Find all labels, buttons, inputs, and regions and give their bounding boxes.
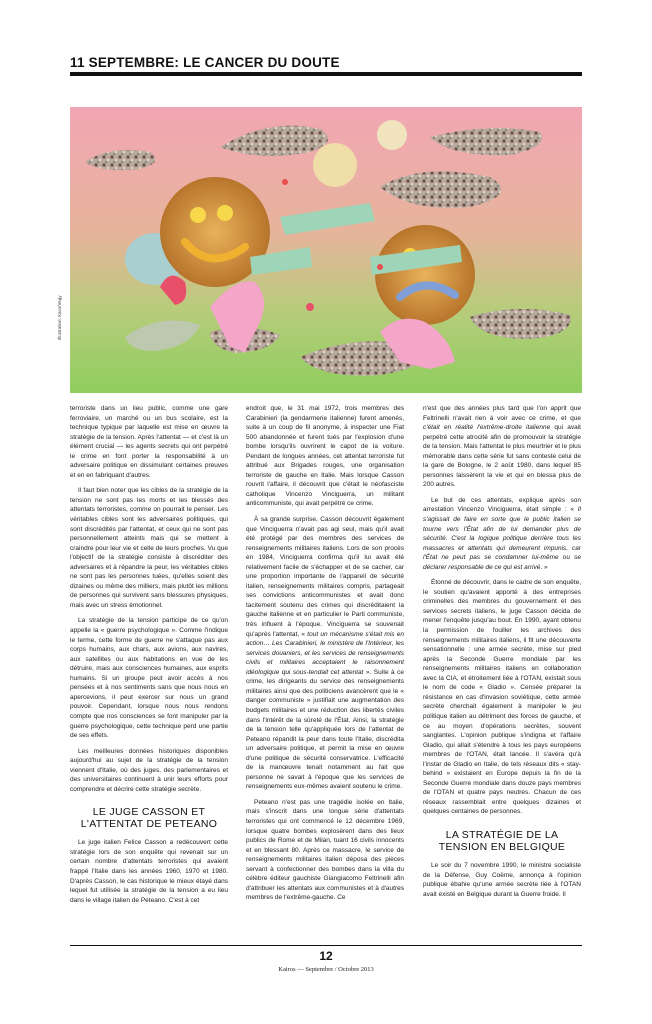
paragraph: terroriste dans un lieu public, comme une gare ferroviaire, un marché ou un bus scolaire, est la technique typique par laquelle est mise en œuvre la stratégie de la tension. Après l'attentat — et c'est là un élément crucial — les agents secrets qui ont perpétré le crime en font porter la responsabilité à un adversaire politique en dissimulant certaines preuves et en en fabriquant d'autres. — [70, 405, 228, 479]
article-column-3 — [423, 404, 581, 905]
paragraph-text: qui avait perpétré cette atrocité afin de promouvoir la stratégie de la tension. Mais l'attentat le plus meurtrier et le plus mémorable dans cette série fut sans conteste celui de la gare de Bologne, le 2 août 1980, dans lequel 85 personnes laissèrent la vie et qui en blessa plus de 200 autres. — [423, 424, 581, 489]
pale-moon-1 — [313, 143, 357, 187]
paragraph: Étonné de découvrir, dans le cadre de son enquête, le soutien qu'avaient apporté à des entreprises criminelles des membres du gouvernement et des services secrets italiens, le juge Casson décida de mener l'enquête jusqu'au bout. En 1990, ayant obtenu la permission de fouiller les archives des renseignements militaires italiens, il fit une découverte sensationnelle : une armée secrète, mise sur pied après la Seconde Guerre mondiale par les renseignements militaires italiens en collaboration avec la CIA, et étroitement liée à l'OTAN, existait sous le nom de code « Gladio ». Censée préparer la résistance en cas d'invasion soviétique, cette armée secrète cherchait également à manipuler le jeu politique italien au détriment des forces de gauche, et ce au moyen d'opérations secrètes, souvent sanglantes. L'opinion publique s'indigna et l'affaire Gladio, qui allait s'étendre à tous les pays européens membres de l'OTAN, était lancée. Il s'avéra qu'à l'instar de Gladio en Italie, de tels réseaux dits « stay-behind » existaient en Europe depuis la fin de la Seconde Guerre mondiale dans douze pays membres de l'OTAN et quatre pays neutres. Chacun de ces réseaux rassemblait entre quelques dizaines et quelques centaines de personnes. — [423, 579, 581, 816]
section-heading-belgique: LA STRATÉGIE DE LA TENSION EN BELGIQUE — [438, 828, 566, 853]
paragraph: Le juge italien Felice Casson a redécouvert cette stratégie lors de son enquête qui revenait sur un certain nombre d'attentats terroristes qui avaient frappé l'Italie dans les années 1960, 1970 et 1980. D'après Casson, le cas historique le mieux étayé dans lequel fut utilisée la stratégie de la tension a eu lieu dans le village italien de Peteano. C'est à cet — [70, 839, 228, 904]
paragraph — [423, 404, 581, 490]
quote-vinciguerra-2: Il s'agissait de faire en sorte que le public italien se tourne vers l'État afin de lui demander plus de sécurité. C'est la logique politique derrière tous les massacres et attentats qui demeurent impunis, car l'État ne peut pas se condamner lui-même ou se déclarer responsable de ce qui est arrivé — [423, 506, 581, 571]
article-column-2 — [246, 404, 404, 909]
paragraph-text: À sa grande surprise, Casson découvrit également que Vinciguerra n'avait pas agi seul, mais qu'il avait été protégé par des membres des services de renseignements militaires italiens. Lors de son procès en 1984, Vinciguerra confirma qu'il lui avait été relativement facile de s'échapper et de se cacher, car une proportion importante de l'appareil de sécurité italien, renseignements militaires compris, partageait ses convictions anticommunistes et avait donc tacitement soutenu des crimes qui discréditaient la gauche italienne et en particulier le Parti communiste, très influent à l'époque. Vinciguerra se souvenait qu'après l'attentat, « — [246, 516, 404, 638]
illustration-credit: Illustration: Kaos/Vegy — [57, 295, 62, 340]
article-illustration — [70, 107, 582, 393]
publication-info: Kairos — Septembre / Octobre 2013 — [278, 966, 374, 973]
paragraph: Il faut bien noter que les cibles de la stratégie de la tension ne sont pas les morts et les blessés des attentats terroristes, comme on pourrait le penser. Les véritables cibles sont les adversaires politiques, qui sont discrédités par l'attentat, et ceux qui ne sont pas personnellement atteints mais qui se mettent à craindre pour leur vie et celle de leurs proches. Vu que l'objectif de la stratégie consiste à discréditer des adversaires et à répandre la peur, les véritables cibles ne sont pas les personnes tuées, qu'elles soient des dizaines ou même des milliers, mais plutôt les millions de personnes qui survivent sans blessures physiques, mais avec un stress émotionnel. — [70, 487, 228, 609]
paragraph: Les meilleures données historiques disponibles aujourd'hui au sujet de la stratégie de la tension viennent d'Italie, où des juges, des parlementaires et des universitaires continuent à unir leurs efforts pour comprendre et décrire cette stratégie secrète. — [70, 747, 228, 793]
footer-divider — [70, 945, 582, 946]
paragraph — [423, 496, 581, 572]
page-number: 12 — [319, 949, 333, 963]
paragraph: Le soir du 7 novembre 1990, le ministre socialiste de la Défense, Guy Coëme, annonça à l'opinion publique ébahie qu'une armée secrète liée à l'OTAN avait existé en Belgique durant la Guerre froide. Il — [423, 861, 581, 898]
header-divider — [70, 72, 582, 76]
paragraph-text: n'est que des années plus tard que l'on apprit que Feltrinelli n'avait rien à voir avec ce crime, et que — [423, 405, 581, 422]
paragraph: Peteano n'est pas une tragédie isolée en Italie, mais s'inscrit dans une longue série d'attentats terroristes qui ont commencé le 12 décembre 1969, lorsque quatre bombes explosèrent dans des lieux publics de Rome et de Milan, tuant 16 civils innocents et en blessant 80. Après ce massacre, le service de renseignements militaires italien déposa des pièces servant à confectionner des bombes dans la villa du célèbre éditeur gauchiste Giangiacomo Feltrinelli afin d'attribuer les attentats aux communistes et à d'autres membres de l'extrême-gauche. Ce — [246, 798, 404, 902]
section-heading-casson: LE JUGE CASSON ET L'ATTENTAT DE PETEANO — [80, 806, 218, 831]
emphasis-text: c'était en réalité l'extrême-droite italienne — [423, 424, 551, 432]
paragraph: endroit que, le 31 mai 1972, trois membres des Carabinieri (la gendarmerie italienne) furent amenés, suite à un coup de fil anonyme, à inspecter une Fiat 500 abandonnée et furent tués par l'explosion d'une bombe lorsqu'ils ouvrirent le capot de la voiture. Pendant de longues années, cet attentat terroriste fut attribué aux Brigades rouges, une organisation terroriste de gauche en Italie. Mais lorsque Casson rouvrit l'affaire, il découvrit que c'était le néofasciste catholique Vincenzo Vinciguerra, un militant anticommuniste, qui avait perpétré ce crime. — [246, 405, 404, 508]
page-title: 11 SEPTEMBRE: LE CANCER DU DOUTE — [70, 55, 340, 70]
article-column-1 — [70, 404, 228, 911]
paragraph — [246, 515, 404, 792]
pale-moon-2 — [377, 120, 407, 150]
paragraph: La stratégie de la tension participe de ce qu'on appelle la « guerre psychologique ». Comme l'indique le terme, cette forme de guerre ne s'attaque pas aux corps humains, aux chars, aux avions, aux navires, aux satellites ou aux habitations en vue de les détruire, mais aux consciences humaines, aux esprits humains. Si un groupe peut avoir accès à nos pensées et à nos sentiments sans que nous nous en apercevions, il peut exercer sur nous un grand pouvoir. Cependant, lorsque nous nous rendons compte que nos consciences se font manipuler par la guerre psychologique, cette technique perd une partie de ses effets. — [70, 617, 228, 740]
paragraph-text: Le but de ces attentats, explique après son arrestation Vincenzo Vinciguerra, était simple : « — [423, 496, 581, 514]
right-face — [375, 225, 475, 325]
paragraph-text: . » — [540, 563, 548, 571]
paragraph-text: ». Suite à ce crime, les dirigeants du service des renseignements militaires ainsi que des politiciens avancèrent que le « danger communiste » justifiait une augmentation des budgets militaires et une réduction des libertés civiles dans l'intérêt de la sûreté de l'État. Ainsi, la stratégie de la tension telle qu'appliquée lors de l'attentat de Peteano répandit la peur dans toute l'Italie, discrédita un adversaire politique, et permit la mise en œuvre d'une politique de sécurité conservatrice. L'efficacité de la manœuvre tenait notamment au fait que personne ne savait à l'époque que les services de renseignements eux-mêmes avaient soutenu le crime. — [246, 668, 404, 791]
collage-art — [70, 107, 582, 393]
quote-vinciguerra: tout un mécanisme s'était mis en action… Les Carabinieri, le ministère de l'Intérieur, les services douaniers, et les services de renseignements civils et militaires acceptaient le raisonnement idéologique qui sous-tendait cet attentat — [246, 630, 404, 676]
